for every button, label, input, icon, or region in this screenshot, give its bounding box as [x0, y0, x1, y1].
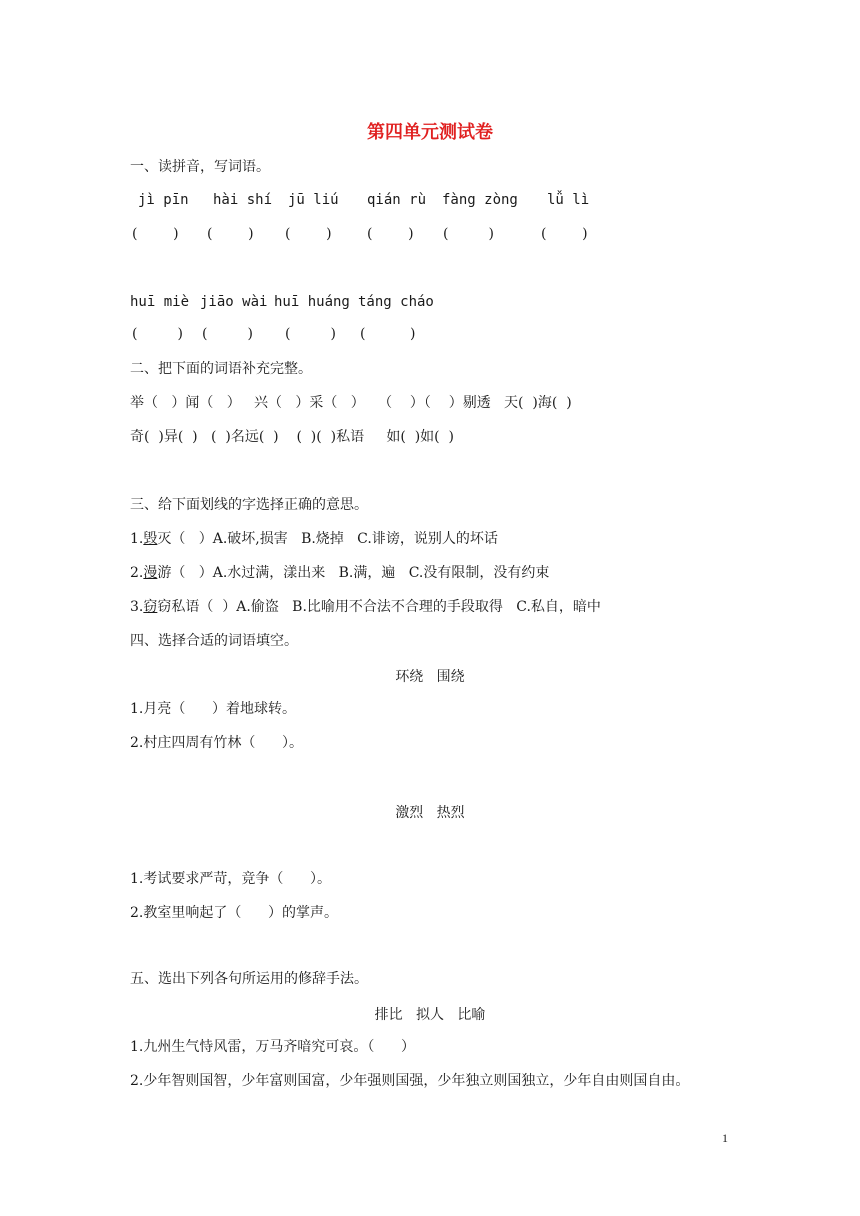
- page-title: 第四单元测试卷: [367, 122, 493, 143]
- pinyin-item: huī miè: [130, 294, 190, 310]
- answer-blank[interactable]: ( ): [443, 226, 494, 242]
- page-number: 1: [722, 1131, 728, 1145]
- section2-heading: 二、把下面的词语补充完整。: [130, 361, 312, 377]
- answer-blank[interactable]: ( ): [360, 326, 416, 342]
- answer-blank[interactable]: ( ): [285, 226, 332, 242]
- underlined-char: 漫: [143, 565, 158, 581]
- question-item: 2.教室里响起了（ ）的掌声。: [130, 905, 339, 921]
- answer-blank[interactable]: ( ): [367, 226, 414, 242]
- answer-blank[interactable]: ( ): [207, 226, 254, 242]
- question-item: [130, 598, 601, 616]
- question-item: 1.考试要求严苛，竞争（ ）。: [130, 871, 332, 887]
- question-text: 灭（ ）A.破坏,损害 B.烧掉 C.诽谤，说别人的坏话: [157, 531, 498, 547]
- pinyin-item: táng cháo: [358, 294, 434, 310]
- question-item: [130, 530, 498, 548]
- pinyin-item: qián rù: [367, 192, 427, 208]
- pinyin-item: hài shí: [213, 192, 273, 208]
- underlined-char: 窃: [143, 599, 158, 615]
- idiom-line: 奇( )异( ) ( )名远( ) ( )( )私语 如( )如( ): [130, 429, 454, 445]
- answer-blank[interactable]: ( ): [202, 326, 253, 342]
- idiom-line: 举（ ）闻（ ） 兴（ ）采（ ） （ ）（ ）剔透 天( )海( ): [130, 395, 572, 411]
- pinyin-item: jū liú: [288, 192, 339, 208]
- answer-blank[interactable]: ( ): [541, 226, 588, 242]
- answer-blank[interactable]: ( ): [132, 226, 179, 242]
- pinyin-item: jì pīn: [138, 192, 189, 208]
- question-item: 2.村庄四周有竹林（ ）。: [130, 735, 304, 751]
- pinyin-item: lǚ lì: [547, 192, 590, 208]
- section3-heading: 三、给下面划线的字选择正确的意思。: [130, 497, 368, 513]
- question-number: 1.: [130, 531, 144, 547]
- question-item: [130, 564, 549, 582]
- word-choices: 环绕 围绕: [395, 669, 465, 685]
- underlined-char: 毁: [143, 531, 158, 547]
- question-text: 游（ ）A.水过满，漾出来 B.满，遍 C.没有限制，没有约束: [157, 565, 550, 581]
- question-item: 1.月亮（ ）着地球转。: [130, 701, 297, 717]
- answer-blank[interactable]: ( ): [132, 326, 183, 342]
- pinyin-item: huī huáng: [274, 294, 350, 310]
- word-choices: 排比 拟人 比喻: [374, 1007, 486, 1023]
- question-number: 2.: [130, 565, 144, 581]
- section4-heading: 四、选择合适的词语填空。: [130, 633, 298, 649]
- question-text: 窃私语（ ）A.偷盗 B.比喻用不合法不合理的手段取得 C.私自，暗中: [157, 599, 601, 615]
- section5-heading: 五、选出下列各句所运用的修辞手法。: [130, 971, 368, 987]
- question-item: 1.九州生气恃风雷，万马齐喑究可哀。（ ）: [130, 1039, 416, 1055]
- pinyin-item: fàng zòng: [442, 192, 518, 208]
- answer-blank[interactable]: ( ): [285, 326, 336, 342]
- word-choices: 激烈 热烈: [395, 805, 465, 821]
- question-number: 3.: [130, 599, 144, 615]
- section1-heading: 一、读拼音，写词语。: [130, 159, 270, 175]
- question-item: 2.少年智则国智，少年富则国富，少年强则国强，少年独立则国独立，少年自由则国自由。: [130, 1073, 690, 1089]
- pinyin-item: jiāo wài: [200, 294, 268, 310]
